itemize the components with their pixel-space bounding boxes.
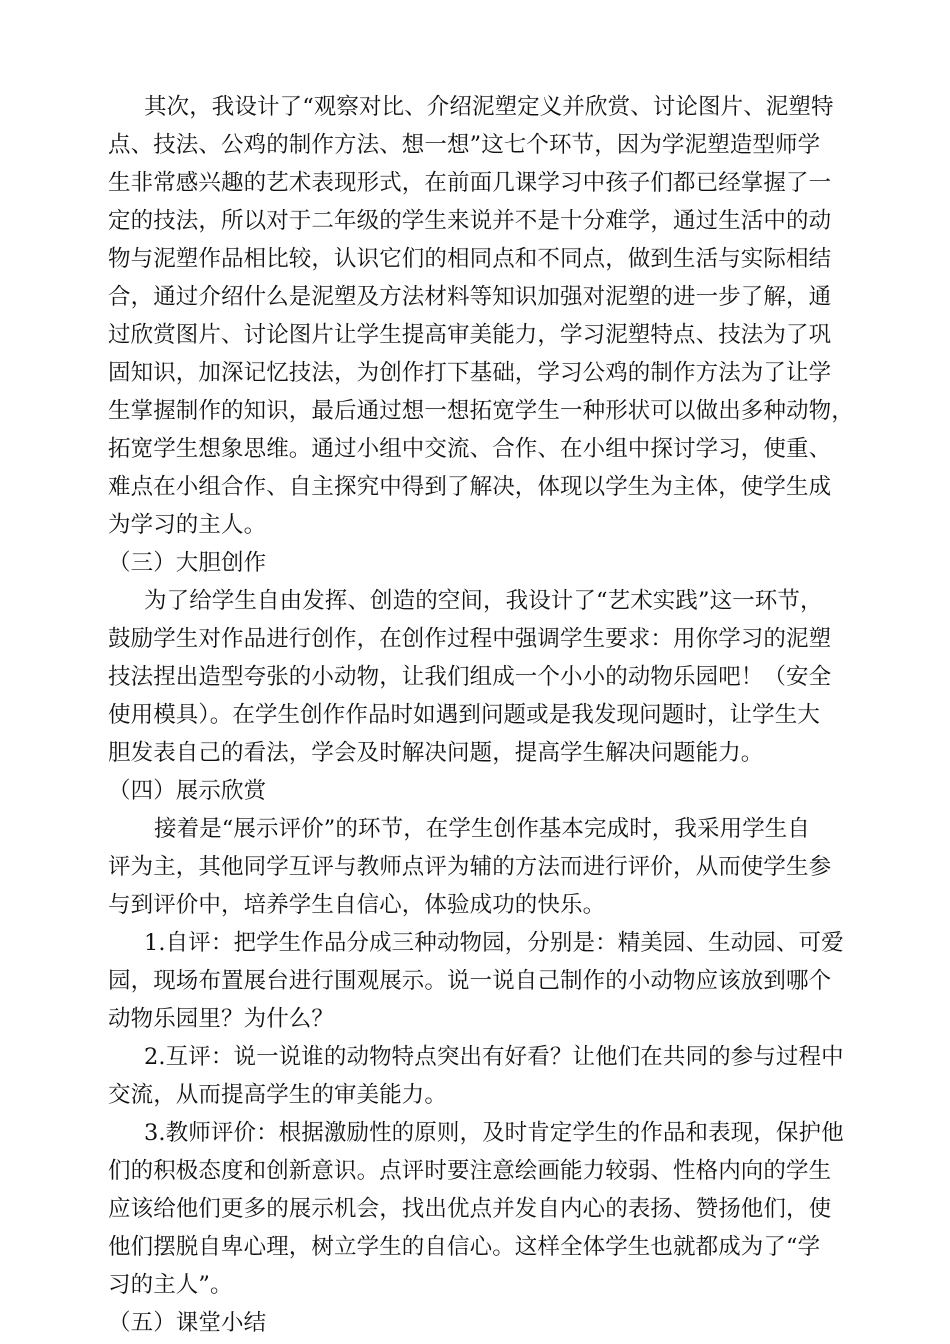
text-line: 鼓励学生对作品进行创作，在创作过程中强调学生要求：用你学习的泥塑 xyxy=(108,626,832,652)
text-line: 3.教师评价：根据激励性的原则，及时肯定学生的作品和表现，保护他 xyxy=(144,1120,844,1146)
section-heading-4: （四）展示欣赏 xyxy=(108,778,267,804)
text-line: 固知识，加深记忆技法，为创作打下基础，学习公鸡的制作方法为了让学 xyxy=(108,360,832,386)
text-line: 与到评价中，培养学生自信心，体验成功的快乐。 xyxy=(108,892,606,918)
section-heading-3: （三）大胆创作 xyxy=(108,550,267,576)
text-line: 应该给他们更多的展示机会，找出优点并发自内心的表扬、赞扬他们，使 xyxy=(108,1196,832,1222)
text-line: 难点在小组合作、自主探究中得到了解决，体现以学生为主体，使学生成 xyxy=(108,474,832,500)
text-line: 技法捏出造型夸张的小动物，让我们组成一个小小的动物乐园吧！（安全 xyxy=(108,664,832,690)
text-line: 胆发表自己的看法，学会及时解决问题，提高学生解决问题能力。 xyxy=(108,740,764,766)
text-line: 2.互评：说一说谁的动物特点突出有好看？让他们在共同的参与过程中 xyxy=(144,1044,844,1070)
text-line: 生非常感兴趣的艺术表现形式，在前面几课学习中孩子们都已经掌握了一 xyxy=(108,170,832,196)
text-line: 园，现场布置展台进行围观展示。说一说自己制作的小动物应该放到哪个 xyxy=(108,968,832,994)
document-body xyxy=(108,88,854,1342)
text-line: 点、技法、公鸡的制作方法、想一想”这七个环节，因为学泥塑造型师学 xyxy=(108,132,821,158)
text-line: 合，通过介绍什么是泥塑及方法材料等知识加强对泥塑的进一步了解，通 xyxy=(108,284,832,310)
text-line: 为学习的主人。 xyxy=(108,512,267,538)
text-line: 交流，从而提高学生的审美能力。 xyxy=(108,1082,448,1108)
text-line: 们的积极态度和创新意识。点评时要注意绘画能力较弱、性格内向的学生 xyxy=(108,1158,832,1184)
text-line: 过欣赏图片、讨论图片让学生提高审美能力，学习泥塑特点、技法为了巩 xyxy=(108,322,832,348)
text-line: 定的技法，所以对于二年级的学生来说并不是十分难学，通过生活中的动 xyxy=(108,208,832,234)
text-line: 评为主，其他同学互评与教师点评为辅的方法而进行评价，从而使学生参 xyxy=(108,854,832,880)
text-line: 使用模具）。在学生创作作品时如遇到问题或是我发现问题时，让学生大 xyxy=(108,702,820,728)
text-line: 接着是“展示评价”的环节，在学生创作基本完成时，我采用学生自 xyxy=(154,816,811,842)
text-line: 生掌握制作的知识，最后通过想一想拓宽学生一种形状可以做出多种动物， xyxy=(108,398,854,424)
text-line: 动物乐园里？为什么？ xyxy=(108,1006,335,1032)
text-line: 他们摆脱自卑心理，树立学生的自信心。这样全体学生也就都成为了“学 xyxy=(108,1234,821,1260)
text-line: 1.自评：把学生作品分成三种动物园，分别是：精美园、生动园、可爱 xyxy=(144,930,844,956)
text-line: 物与泥塑作品相比较，认识它们的相同点和不同点，做到生活与实际相结 xyxy=(108,246,832,272)
text-line: 为了给学生自由发挥、创造的空间，我设计了“艺术实践”这一环节， xyxy=(144,588,823,614)
section-heading-5: （五）课堂小结 xyxy=(108,1310,267,1336)
text-line: 拓宽学生想象思维。通过小组中交流、合作、在小组中探讨学习，使重、 xyxy=(108,436,832,462)
text-line: 其次，我设计了“观察对比、介绍泥塑定义并欣赏、讨论图片、泥塑特 xyxy=(144,94,834,120)
text-line: 习的主人”。 xyxy=(108,1272,233,1298)
